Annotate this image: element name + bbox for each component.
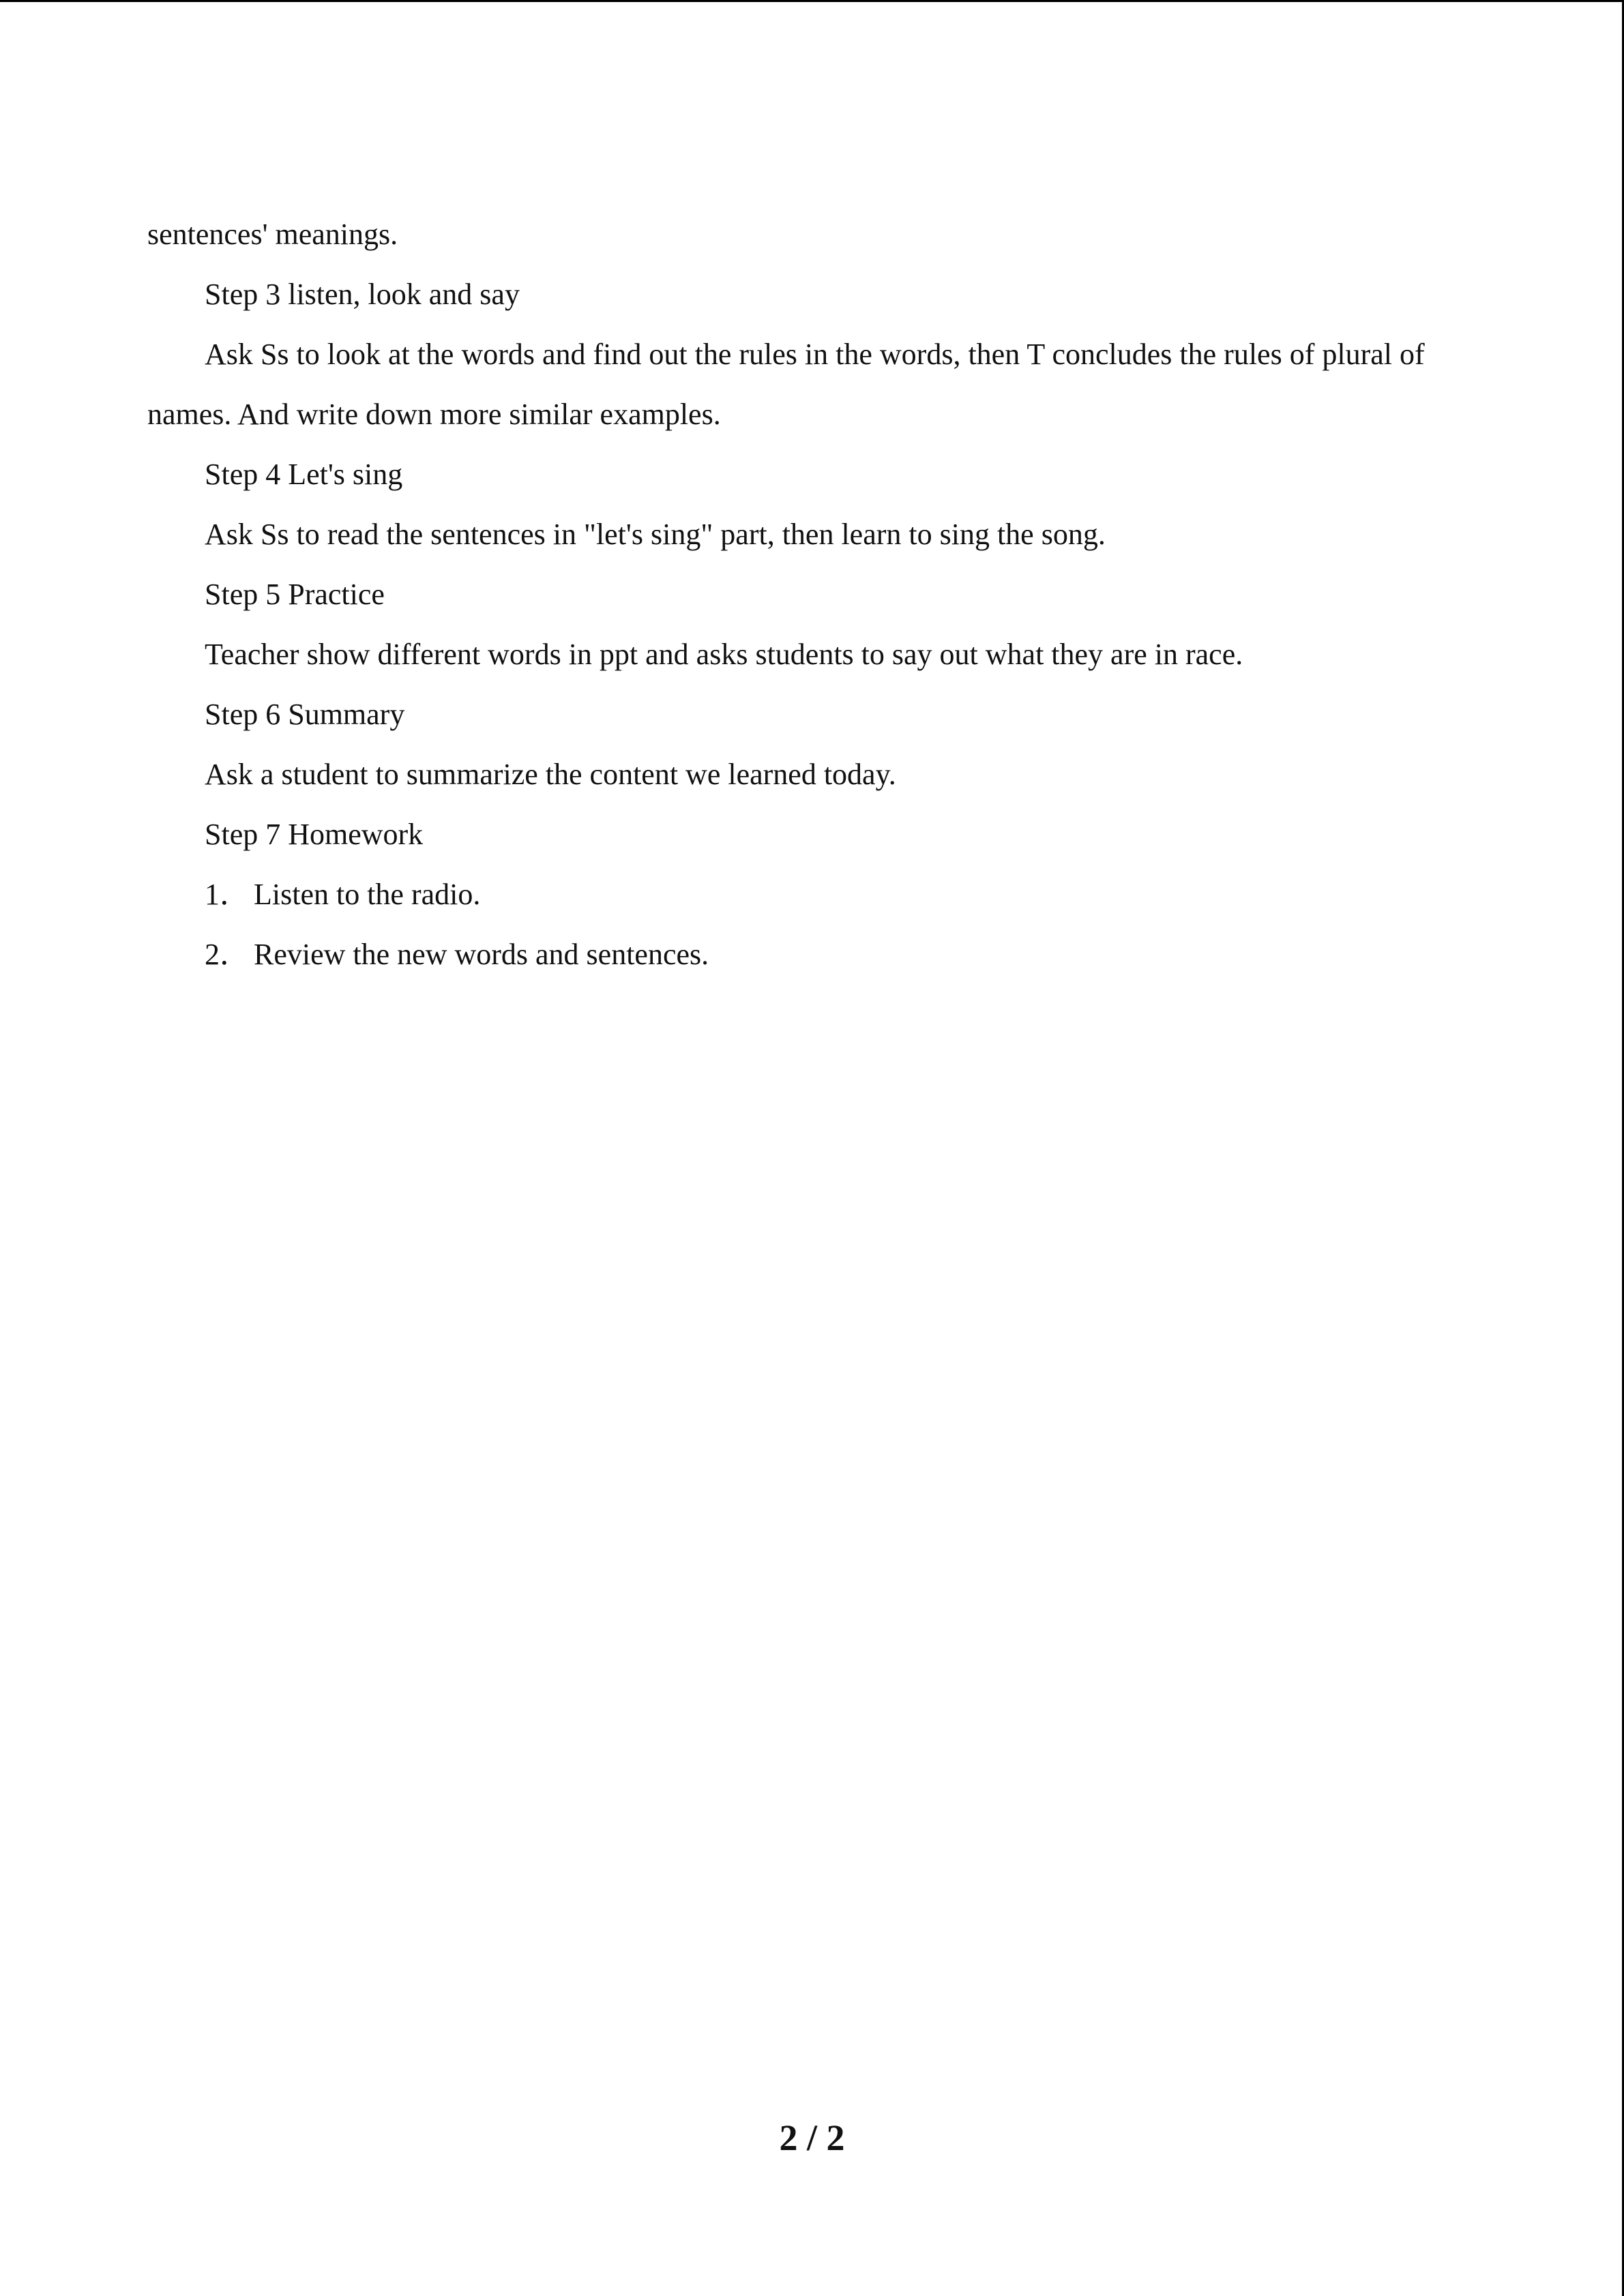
paragraph: sentences' meanings. xyxy=(147,218,398,251)
list-item-text: Review the new words and sentences. xyxy=(254,938,709,971)
step-heading: Step 4 Let's sing xyxy=(205,458,403,491)
list-item xyxy=(147,865,1484,925)
page-number: 2 / 2 xyxy=(779,2117,845,2158)
paragraph: Ask Ss to read the sentences in "let's sing" part, then learn to sing the song. xyxy=(205,518,1106,551)
step-heading: Step 6 Summary xyxy=(205,698,405,731)
step-heading: Step 3 listen, look and say xyxy=(205,278,520,311)
page-top-border xyxy=(0,0,1624,2)
list-item-text: Listen to the radio. xyxy=(254,878,481,911)
paragraph: Ask Ss to look at the words and find out the rules in the words, then T concludes the rules of plural of names. And write down more similar examples. xyxy=(147,338,1425,431)
list-number: 2． xyxy=(205,938,250,971)
paragraph: Ask a student to summarize the content we learned today. xyxy=(205,758,896,791)
list-number: 1． xyxy=(205,878,250,911)
list-item xyxy=(147,925,1484,985)
step-heading: Step 7 Homework xyxy=(205,818,424,851)
step-heading: Step 5 Practice xyxy=(205,578,385,611)
document-body xyxy=(147,205,1484,985)
homework-list xyxy=(147,865,1484,985)
paragraph: Teacher show different words in ppt and asks students to say out what they are in race. xyxy=(205,638,1243,671)
